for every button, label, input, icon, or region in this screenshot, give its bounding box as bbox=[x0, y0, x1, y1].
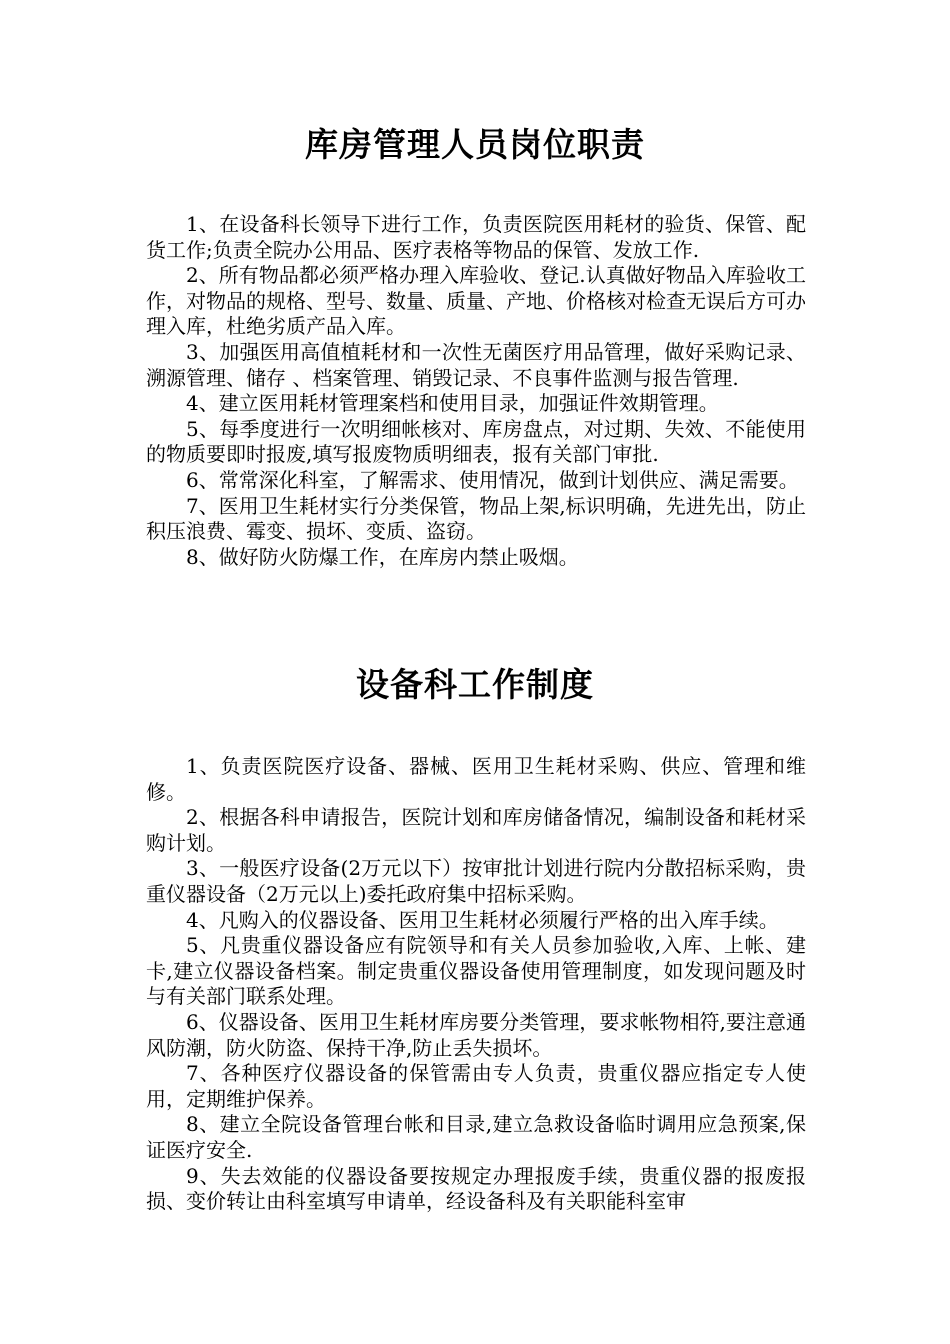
paragraph: 1、负责医院医疗设备、器械、医用卫生耗材采购、供应、管理和维修。 bbox=[146, 754, 806, 804]
section-body-equipment-rules bbox=[146, 754, 806, 1215]
paragraph: 4、建立医用耗材管理案档和使用目录，加强证件效期管理。 bbox=[186, 391, 719, 416]
section-body-warehouse-duties bbox=[146, 212, 806, 570]
paragraph: 9、失去效能的仪器设备要按规定办理报废手续，贵重仪器的报废报损、变价转让由科室填写申请单，经设备科及有关职能科室审 bbox=[146, 1163, 806, 1214]
paragraph: 8、做好防火防爆工作，在库房内禁止吸烟。 bbox=[186, 544, 579, 569]
paragraph: 3、加强医用高值植耗材和一次性无菌医疗用品管理，做好采购记录、溯源管理、储存 、档案管理、销毁记录、不良事件监测与报告管理. bbox=[146, 339, 806, 390]
paragraph: 1、在设备科长领导下进行工作，负责医院医用耗材的验货、保管、配货工作;负责全院办公用品、医疗表格等物品的保管、发放工作. bbox=[146, 212, 806, 262]
paragraph: 3、一般医疗设备(2万元以下）按审批计划进行院内分散招标采购，贵重仪器设备（2万元以上)委托政府集中招标采购。 bbox=[146, 856, 806, 906]
paragraph: 7、医用卫生耗材实行分类保管，物品上架,标识明确，先进先出，防止积压浪费、霉变、损坏、变质、盗窃。 bbox=[146, 493, 806, 544]
paragraph: 7、各种医疗仪器设备的保管需由专人负责，贵重仪器应指定专人使用，定期维护保养。 bbox=[146, 1061, 806, 1111]
paragraph: 6、常常深化科室，了解需求、使用情况，做到计划供应、满足需要。 bbox=[186, 467, 799, 492]
paragraph: 4、凡购入的仪器设备、医用卫生耗材必须履行严格的出入库手续。 bbox=[186, 907, 779, 932]
paragraph: 2、根据各科申请报告，医院计划和库房储备情况，编制设备和耗材采购计划。 bbox=[146, 805, 806, 855]
paragraph: 2、所有物品都必须严格办理入库验收、登记.认真做好物品入库验收工作，对物品的规格、型号、数量、质量、产地、价格核对检查无误后方可办理入库，杜绝劣质产品入库。 bbox=[146, 263, 806, 339]
paragraph: 5、每季度进行一次明细帐核对、库房盘点，对过期、失效、不能使用的物质要即时报废,填写报废物质明细表，报有关部门审批. bbox=[146, 416, 806, 467]
paragraph: 6、仪器设备、医用卫生耗材库房要分类管理，要求帐物相符,要注意通风防潮，防火防盗、保持干净,防止丢失损坏。 bbox=[146, 1009, 806, 1060]
section-title-equipment-rules: 设备科工作制度 bbox=[356, 665, 594, 704]
section-title-warehouse-duties: 库房管理人员岗位职责 bbox=[305, 125, 645, 164]
paragraph: 5、凡贵重仪器设备应有院领导和有关人员参加验收,入库、上帐、建卡,建立仪器设备档案。制定贵重仪器设备使用管理制度，如发现问题及时与有关部门联系处理。 bbox=[146, 933, 806, 1009]
paragraph: 8、建立全院设备管理台帐和目录,建立急救设备临时调用应急预案,保证医疗安全. bbox=[146, 1112, 806, 1162]
